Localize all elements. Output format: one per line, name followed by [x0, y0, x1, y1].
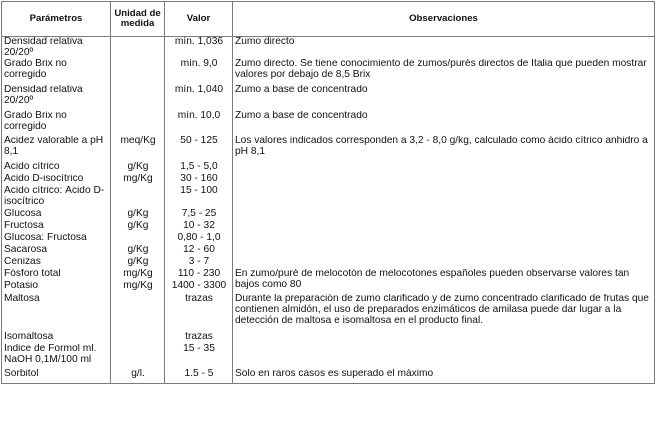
- param-cell: Glucosa: [2, 209, 111, 221]
- table-row: [2, 37, 655, 59]
- table-row: [2, 245, 655, 257]
- header-valor: Valor: [165, 2, 233, 37]
- unit-cell: g/Kg: [111, 209, 165, 221]
- table-row: [2, 174, 655, 186]
- table-row: [2, 233, 655, 245]
- observation-cell: Zumo directo: [233, 37, 655, 59]
- observation-cell: En zumo/puré de melocotón de melocotones españoles pueden observarse valores tan bajos como 80: [233, 269, 655, 294]
- param-cell: Glucosa: Fructosa: [2, 233, 111, 245]
- value-cell: mín. 1,036: [165, 37, 233, 59]
- unit-cell: g/Kg: [111, 245, 165, 257]
- observation-cell: [233, 186, 655, 209]
- parameters-table: [1, 1, 655, 384]
- table-row: [2, 186, 655, 209]
- param-cell: Grado Brix no corregido: [2, 111, 111, 136]
- unit-cell: [111, 186, 165, 209]
- value-cell: 15 - 35: [165, 344, 233, 369]
- table-row: [2, 332, 655, 344]
- unit-cell: meq/Kg: [111, 136, 165, 162]
- value-cell: mín. 10,0: [165, 111, 233, 136]
- unit-cell: [111, 111, 165, 136]
- unit-cell: [111, 85, 165, 111]
- observation-cell: [233, 162, 655, 174]
- table-container: [1, 1, 655, 384]
- unit-cell: g/Kg: [111, 162, 165, 174]
- param-cell: Ácido cítrico: Ácido D-isocítrico: [2, 186, 111, 209]
- observation-cell: Durante la preparación de zumo clarificado y de zumo concentrado clarificado de frutas que contienen almidón, el uso de preparados enzimáticos de amilasa puede dar lugar a la detección de maltosa e isomaltosa en el producto final.: [233, 294, 655, 332]
- observation-cell: [233, 344, 655, 369]
- observation-cell: Los valores indicados corresponden a 3,2 - 8,0 g/kg, calculado como ácido cítrico anhidro a pH 8,1: [233, 136, 655, 162]
- value-cell: 50 - 125: [165, 136, 233, 162]
- param-cell: Potasio: [2, 281, 111, 294]
- table-row: [2, 59, 655, 85]
- param-cell: Densidad relativa 20/20º: [2, 37, 111, 59]
- param-cell: Ácido D-isocítrico: [2, 174, 111, 186]
- unit-cell: [111, 37, 165, 59]
- table-row: [2, 162, 655, 174]
- observation-cell: Zumo a base de concentrado: [233, 111, 655, 136]
- value-cell: 7,5 - 25: [165, 209, 233, 221]
- value-cell: 10 - 32: [165, 221, 233, 233]
- table-row: [2, 209, 655, 221]
- unit-cell: g/Kg: [111, 257, 165, 269]
- value-cell: 12 - 60: [165, 245, 233, 257]
- observation-cell: [233, 209, 655, 221]
- value-cell: 15 - 100: [165, 186, 233, 209]
- table-row: [2, 269, 655, 281]
- param-cell: Acidez valorable a pH 8,1: [2, 136, 111, 162]
- table-row: [2, 344, 655, 369]
- table-row: [2, 257, 655, 269]
- table-row: [2, 294, 655, 332]
- value-cell: 3 - 7: [165, 257, 233, 269]
- param-cell: Fósforo total: [2, 269, 111, 281]
- unit-cell: g/Kg: [111, 221, 165, 233]
- param-cell: Cenizas: [2, 257, 111, 269]
- header-parametros: Parámetros: [2, 2, 111, 37]
- observation-cell: [233, 245, 655, 257]
- observation-cell: Zumo a base de concentrado: [233, 85, 655, 111]
- unit-cell: [111, 294, 165, 332]
- table-row: [2, 136, 655, 162]
- table-row: [2, 221, 655, 233]
- header-observaciones: Observaciones: [233, 2, 655, 37]
- param-cell: Maltosa: [2, 294, 111, 332]
- value-cell: mín. 1,040: [165, 85, 233, 111]
- value-cell: 1.5 - 5: [165, 369, 233, 384]
- param-cell: Índice de Formol ml. NaOH 0,1M/100 ml: [2, 344, 111, 369]
- param-cell: Ácido cítrico: [2, 162, 111, 174]
- param-cell: Fructosa: [2, 221, 111, 233]
- table-row: [2, 111, 655, 136]
- observation-cell: [233, 233, 655, 245]
- unit-cell: mg/Kg: [111, 269, 165, 281]
- value-cell: 0,80 - 1,0: [165, 233, 233, 245]
- observation-cell: Zumo directo. Se tiene conocimiento de zumos/purés directos de Italia que pueden mostrar valores por debajo de 8,5 Brix: [233, 59, 655, 85]
- observation-cell: [233, 221, 655, 233]
- value-cell: 30 - 160: [165, 174, 233, 186]
- unit-cell: [111, 59, 165, 85]
- observation-cell: [233, 174, 655, 186]
- param-cell: Densidad relativa 20/20º: [2, 85, 111, 111]
- param-cell: Sacarosa: [2, 245, 111, 257]
- observation-cell: [233, 257, 655, 269]
- unit-cell: [111, 332, 165, 344]
- unit-cell: g/l.: [111, 369, 165, 384]
- value-cell: trazas: [165, 332, 233, 344]
- value-cell: 110 - 230: [165, 269, 233, 281]
- value-cell: 1,5 - 5,0: [165, 162, 233, 174]
- table-row: [2, 369, 655, 384]
- value-cell: 1400 - 3300: [165, 281, 233, 294]
- param-cell: Sorbitol: [2, 369, 111, 384]
- param-cell: Isomaltosa: [2, 332, 111, 344]
- unit-cell: [111, 233, 165, 245]
- param-cell: Grado Brix no corregido: [2, 59, 111, 85]
- value-cell: trazas: [165, 294, 233, 332]
- header-unidad: Unidad de medida: [111, 2, 165, 37]
- unit-cell: mg/Kg: [111, 174, 165, 186]
- unit-cell: mg/Kg: [111, 281, 165, 294]
- table-header-row: [2, 2, 655, 37]
- observation-cell: Solo en raros casos es superado el máximo: [233, 369, 655, 384]
- value-cell: mín. 9,0: [165, 59, 233, 85]
- table-row: [2, 85, 655, 111]
- unit-cell: [111, 344, 165, 369]
- observation-cell: [233, 332, 655, 344]
